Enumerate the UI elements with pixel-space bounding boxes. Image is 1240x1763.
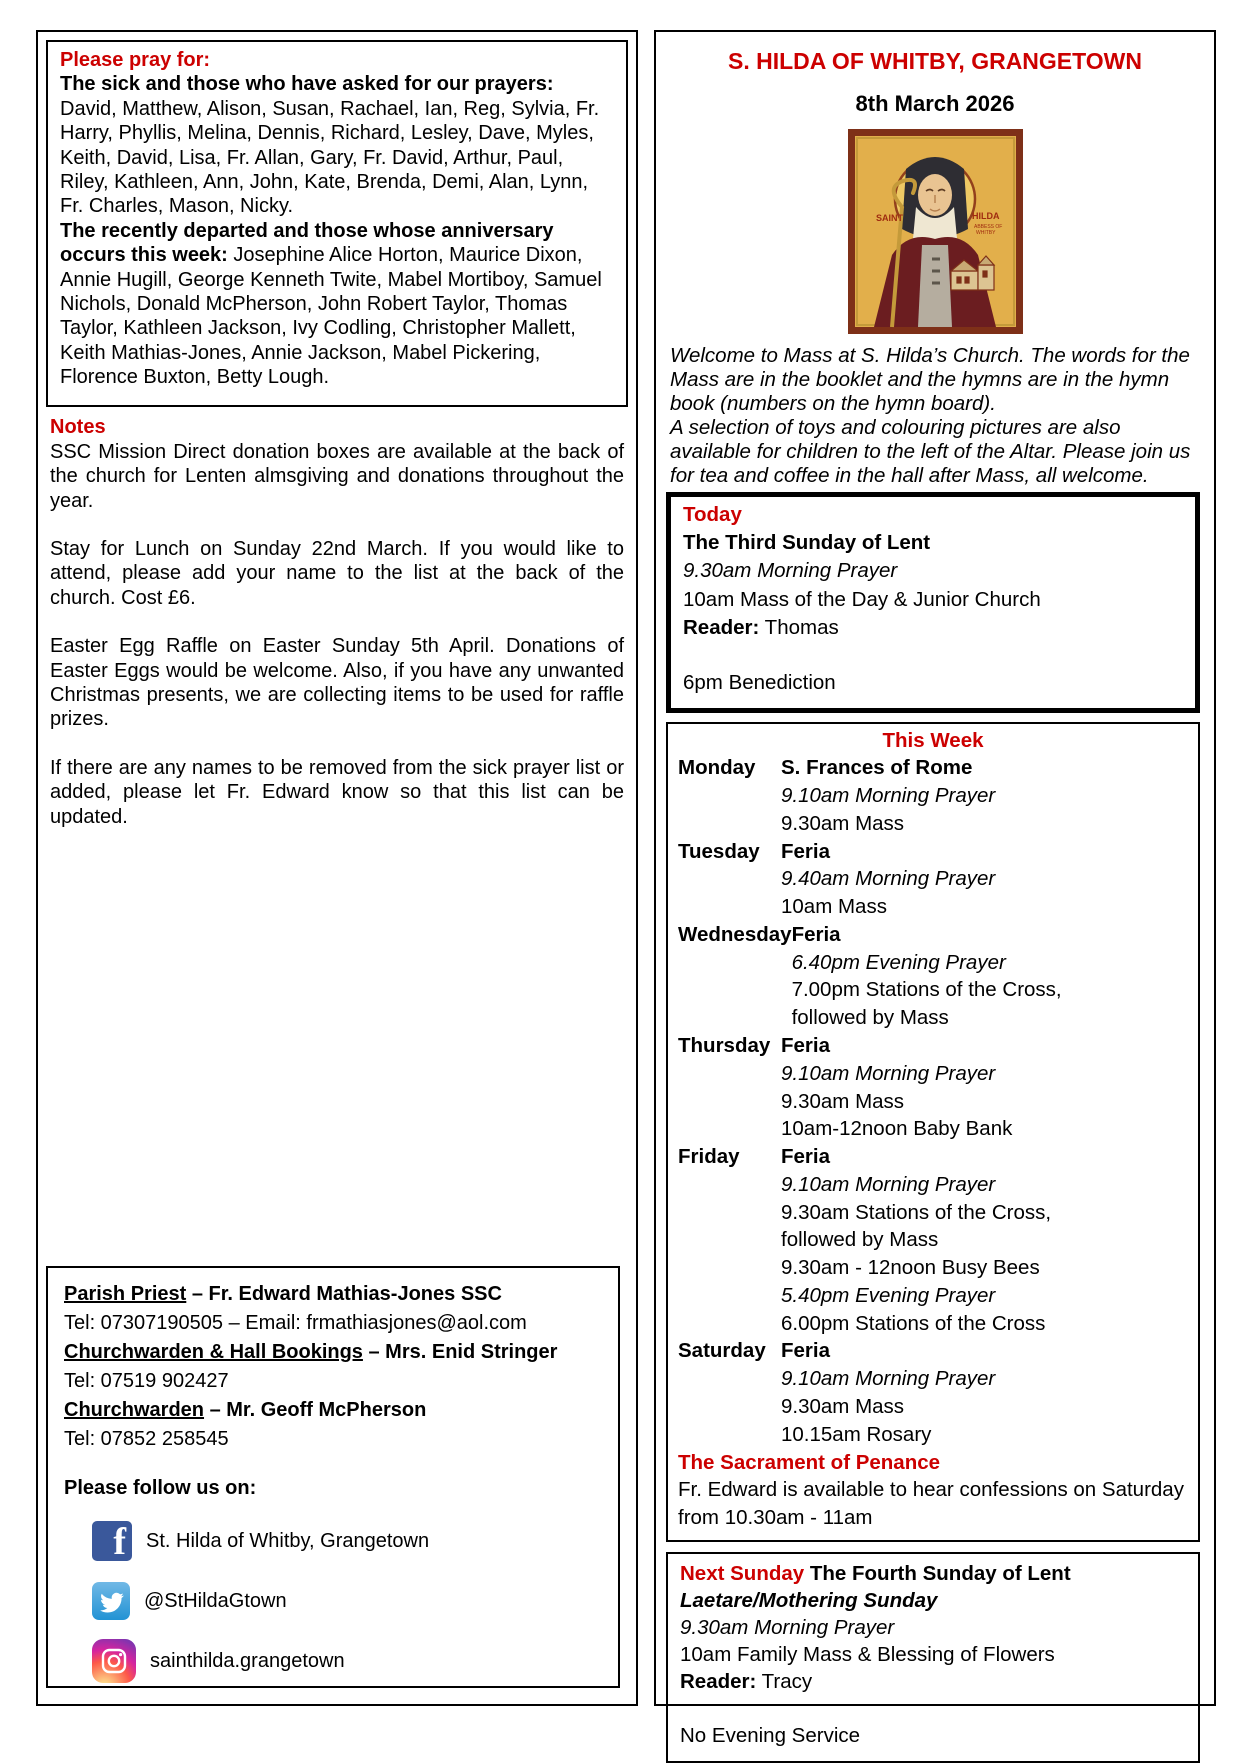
next-sunday-title: The Fourth Sunday of Lent <box>804 1561 1071 1585</box>
day-label: Monday <box>678 756 756 780</box>
icon-caption-whitby: WHITBY <box>975 230 995 236</box>
contact-tel: Tel: 07307190505 – Email: frmathiasjones@aol.com <box>64 1312 527 1334</box>
notes-section <box>50 415 624 828</box>
contact-tel: Tel: 07519 902427 <box>64 1370 229 1392</box>
penance-text: Fr. Edward is available to hear confessions on Saturday from 10.30am - 11am <box>678 1478 1184 1530</box>
pray-box <box>46 40 628 407</box>
reader-name: Tracy <box>756 1669 813 1693</box>
feast-label: S. Frances of Rome <box>781 756 973 780</box>
today-heading: Today <box>683 502 742 526</box>
schedule-item: 9.30am Mass <box>781 811 905 835</box>
notes-paragraph: SSC Mission Direct donation boxes are available at the back of the church for Lenten almsgiving and donations throughout the year. <box>50 440 624 512</box>
schedule-day-row <box>678 1032 1188 1143</box>
next-reader <box>680 1668 1186 1695</box>
schedule-day-row <box>678 921 1188 1032</box>
sick-label: The sick and those who have asked for our prayers: <box>60 73 554 96</box>
schedule-item: 10am-12noon Baby Bank <box>781 1117 1013 1141</box>
day-label: Thursday <box>678 1034 771 1058</box>
schedule-day-row <box>678 1143 1188 1337</box>
icon-caption-abbess: ABBESS OF <box>973 224 1002 230</box>
reader-label: Reader: <box>680 1669 757 1693</box>
schedule-item: 9.30am Mass <box>781 1394 905 1418</box>
schedule-item: 10am Mass <box>781 895 887 919</box>
week-heading: This Week <box>882 728 984 752</box>
schedule-item: 9.10am Morning Prayer <box>781 784 996 808</box>
right-page-panel <box>654 30 1216 1748</box>
schedule-item: 10.15am Rosary <box>781 1422 932 1446</box>
feast-label: Feria <box>781 1339 830 1363</box>
schedule-item: 9.30am Stations of the Cross, <box>781 1200 1052 1224</box>
next-morning-prayer: 9.30am Morning Prayer <box>680 1615 895 1639</box>
next-sunday-subtitle: Laetare/Mothering Sunday <box>680 1588 938 1612</box>
contact-tel: Tel: 07852 258545 <box>64 1428 229 1450</box>
departed-names: Josephine Alice Horton, Maurice Dixon, Annie Hugill, George Kenneth Twite, Mabel Mortiboy, Samuel Nichols, Donald McPherson, John Robert Taylor, Thomas Taylor, Kathleen Jackson, Ivy Codling, Christopher Mallett, Keith Mathias-Jones, Annie Jackson, Mabel Pickering, Florence Buxton, Betty Lough. <box>60 244 602 389</box>
instagram-handle: sainthilda.grangetown <box>150 1649 345 1672</box>
notes-paragraph: Easter Egg Raffle on Easter Sunday 5th April. Donations of Easter Eggs would be welcome. Also, if you have any unwanted Christmas presents, we are collecting items to be used for raffle prizes. <box>50 635 624 731</box>
day-label: Wednesday <box>678 922 792 946</box>
social-row-facebook <box>92 1519 602 1563</box>
day-label: Tuesday <box>678 839 760 863</box>
departed-paragraph <box>60 219 614 390</box>
schedule-item: followed by Mass <box>791 1006 949 1030</box>
follow-label: Please follow us on: <box>64 1477 257 1499</box>
notes-paragraph: If there are any names to be removed from the sick prayer list or added, please let Fr. Edward know so that this list can be updated. <box>50 756 624 828</box>
page-title: S. HILDA OF WHITBY, GRANGETOWN <box>728 48 1142 74</box>
facebook-icon: f <box>92 1521 132 1561</box>
schedule-day-row <box>678 754 1188 837</box>
contact-line <box>64 1280 602 1309</box>
next-sunday-label: Next Sunday <box>680 1561 805 1585</box>
today-morning-prayer: 9.30am Morning Prayer <box>683 559 898 583</box>
today-reader <box>683 614 1183 642</box>
today-box <box>666 492 1200 713</box>
instagram-icon <box>92 1639 136 1683</box>
contact-name: – Fr. Edward Mathias-Jones SSC <box>186 1283 502 1305</box>
contact-name: – Mr. Geoff McPherson <box>204 1399 427 1421</box>
feast-label: Feria <box>781 1145 830 1169</box>
social-row-twitter <box>92 1579 602 1623</box>
twitter-icon <box>92 1582 130 1620</box>
schedule-item: 6.00pm Stations of the Cross <box>781 1311 1046 1335</box>
schedule-item: 9.10am Morning Prayer <box>781 1367 996 1391</box>
contact-role: Churchwarden <box>64 1399 205 1421</box>
schedule-item: 9.40am Morning Prayer <box>781 867 996 891</box>
this-week-box <box>666 722 1200 1542</box>
notes-paragraph: Stay for Lunch on Sunday 22nd March. If you would like to attend, please add your name to the list at the back of the church. Cost £6. <box>50 538 624 609</box>
next-sunday-box <box>666 1552 1200 1763</box>
feast-label: Feria <box>791 922 841 946</box>
icon-caption-saint: SAINT <box>875 213 903 223</box>
social-row-instagram <box>92 1639 602 1683</box>
next-sunday-heading <box>680 1560 1186 1587</box>
facebook-handle: St. Hilda of Whitby, Grangetown <box>146 1529 430 1552</box>
schedule-item: 9.30am - 12noon Busy Bees <box>781 1256 1040 1280</box>
schedule-item: 5.40pm Evening Prayer <box>781 1283 996 1307</box>
bulletin-date: 8th March 2026 <box>855 91 1015 116</box>
schedule-item: 9.30am Mass <box>781 1089 905 1113</box>
notes-heading: Notes <box>50 416 106 439</box>
schedule-item: followed by Mass <box>781 1228 939 1252</box>
schedule-item: 9.10am Morning Prayer <box>781 1172 996 1196</box>
welcome-text <box>670 344 1200 488</box>
today-title: The Third Sunday of Lent <box>683 531 931 555</box>
contact-box <box>46 1266 620 1688</box>
penance-heading: The Sacrament of Penance <box>678 1450 941 1474</box>
saint-hilda-icon <box>848 129 1023 334</box>
sick-names: David, Matthew, Alison, Susan, Rachael, Ian, Reg, Sylvia, Fr. Harry, Phyllis, Melina, Dennis, Richard, Lesley, Dave, Myles, Keith, David, Lisa, Fr. Allan, Gary, Fr. David, Arthur, Paul, Riley, Kathleen, Ann, John, Kate, Brenda, Demi, Alan, Lynn, Fr. Charles, Mason, Nicky. <box>60 97 600 218</box>
schedule-item: 7.00pm Stations of the Cross, <box>791 978 1062 1002</box>
day-label: Friday <box>678 1145 740 1169</box>
next-mass: 10am Family Mass & Blessing of Flowers <box>680 1642 1055 1666</box>
reader-label: Reader: <box>683 616 760 640</box>
sick-paragraph <box>60 72 614 218</box>
schedule-item: 6.40pm Evening Prayer <box>791 950 1006 974</box>
day-label: Saturday <box>678 1339 766 1363</box>
twitter-handle: @StHildaGtown <box>144 1589 287 1612</box>
left-page-panel <box>36 30 638 1706</box>
schedule-item: 9.10am Morning Prayer <box>781 1061 996 1085</box>
icon-caption-hilda: HILDA <box>971 211 999 221</box>
contact-line <box>64 1338 602 1367</box>
feast-label: Feria <box>781 839 830 863</box>
contact-line <box>64 1396 602 1425</box>
next-evening: No Evening Service <box>680 1724 861 1748</box>
contact-role: Churchwarden & Hall Bookings <box>64 1341 363 1363</box>
welcome-paragraph: Welcome to Mass at S. Hilda’s Church. The words for the Mass are in the booklet and the hymns are in the hymn book (numbers on the hymn board). <box>670 344 1190 415</box>
contact-role: Parish Priest <box>64 1283 187 1305</box>
today-evening: 6pm Benediction <box>683 671 836 695</box>
schedule-day-row <box>678 838 1188 921</box>
pray-heading: Please pray for: <box>60 49 211 71</box>
welcome-paragraph: A selection of toys and colouring pictures are also available for children to the left of the Altar. Please join us for tea and coffee in the hall after Mass, all welcome. <box>670 415 1191 487</box>
contact-name: – Mrs. Enid Stringer <box>362 1341 558 1363</box>
reader-name: Thomas <box>759 616 839 640</box>
schedule-day-row <box>678 1337 1188 1448</box>
saint-hilda-image <box>656 129 1214 334</box>
today-mass: 10am Mass of the Day & Junior Church <box>683 587 1041 611</box>
departed-label: The recently departed and those whose anniversary occurs this week: <box>60 219 554 267</box>
feast-label: Feria <box>781 1034 830 1058</box>
